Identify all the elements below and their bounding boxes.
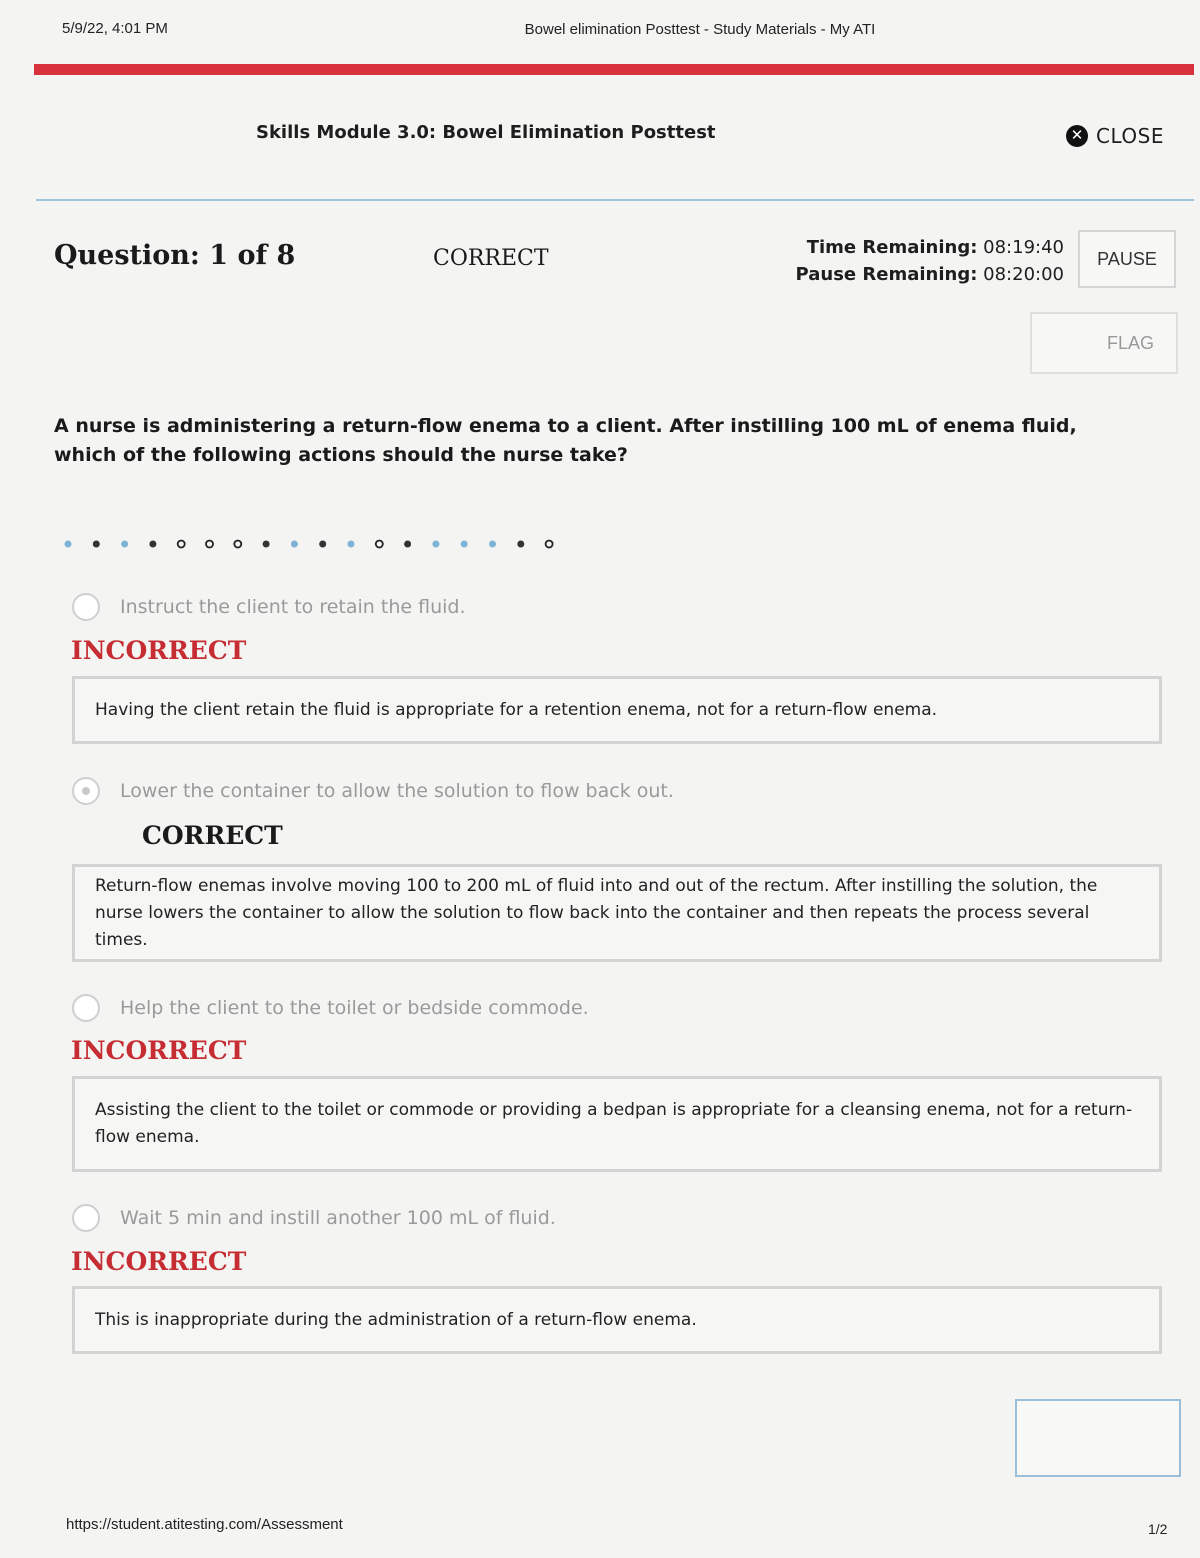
answer-option-3[interactable] bbox=[72, 994, 589, 1022]
explanation-text: Return-flow enemas involve moving 100 to 200 mL of fluid into and out of the rectum. After instilling the solution, the nurse lowers the container to allow the solution to flow back into the container and then repeats the process several times. bbox=[95, 875, 1098, 950]
verdict-incorrect: INCORRECT bbox=[71, 636, 247, 665]
option-text: Lower the container to allow the solution to flow back out. bbox=[120, 780, 674, 802]
progress-dot-dark bbox=[517, 541, 524, 548]
next-button[interactable] bbox=[1015, 1399, 1181, 1477]
explanation-box bbox=[72, 864, 1162, 962]
progress-dot-dark bbox=[319, 541, 326, 548]
pause-remaining-value: 08:20:00 bbox=[983, 264, 1064, 285]
time-remaining-label: Time Remaining: bbox=[806, 237, 978, 258]
close-icon: ✕ bbox=[1066, 125, 1088, 147]
progress-dot-light bbox=[489, 541, 496, 548]
progress-dot-ring bbox=[376, 541, 383, 548]
explanation-box bbox=[72, 1286, 1162, 1354]
flag-button[interactable]: FLAG bbox=[1030, 312, 1178, 374]
radio-option-1[interactable] bbox=[72, 593, 100, 621]
close-button[interactable] bbox=[1066, 124, 1164, 148]
print-page-number: 1/2 bbox=[1148, 1521, 1168, 1537]
print-page-title: Bowel elimination Posttest - Study Materials - My ATI bbox=[524, 21, 876, 38]
brand-bar bbox=[34, 64, 1194, 75]
option-text: Help the client to the toilet or bedside commode. bbox=[120, 997, 589, 1019]
question-stem: A nurse is administering a return-flow enema to a client. After instilling 100 mL of enema fluid, which of the following actions should the nurse take? bbox=[54, 415, 1077, 466]
progress-dot-dark bbox=[149, 541, 156, 548]
print-datetime: 5/9/22, 4:01 PM bbox=[62, 20, 168, 37]
progress-dot-ring bbox=[178, 541, 185, 548]
print-footer-url: https://student.atitesting.com/Assessment bbox=[66, 1516, 343, 1533]
time-remaining-value: 08:19:40 bbox=[983, 237, 1064, 258]
progress-dot-ring bbox=[206, 541, 213, 548]
progress-dot-dark bbox=[263, 541, 270, 548]
answer-option-2[interactable] bbox=[72, 777, 674, 805]
pause-remaining bbox=[796, 261, 1064, 288]
pause-remaining-label: Pause Remaining: bbox=[795, 264, 978, 285]
progress-dot-light bbox=[121, 541, 128, 548]
answer-option-1[interactable] bbox=[72, 593, 466, 621]
explanation-text: Assisting the client to the toilet or commode or providing a bedpan is appropriate for a cleansing enema, not for a return-flow enema. bbox=[95, 1100, 1133, 1147]
time-remaining bbox=[796, 234, 1064, 261]
progress-dot-light bbox=[461, 541, 468, 548]
progress-dot-dark bbox=[404, 541, 411, 548]
progress-dot-light bbox=[348, 541, 355, 548]
progress-dot-light bbox=[65, 541, 72, 548]
option-text: Instruct the client to retain the fluid. bbox=[120, 596, 466, 618]
header-divider bbox=[36, 199, 1194, 201]
module-title: Skills Module 3.0: Bowel Elimination Posttest bbox=[256, 122, 716, 143]
option-text: Wait 5 min and instill another 100 mL of fluid. bbox=[120, 1207, 556, 1229]
progress-dots bbox=[62, 536, 582, 554]
explanation-text: This is inappropriate during the administration of a return-flow enema. bbox=[95, 1309, 697, 1330]
explanation-box bbox=[72, 676, 1162, 744]
verdict-incorrect: INCORRECT bbox=[71, 1247, 247, 1276]
explanation-text: Having the client retain the fluid is appropriate for a retention enema, not for a return-flow enema. bbox=[95, 699, 938, 720]
radio-option-4[interactable] bbox=[72, 1204, 100, 1232]
answer-option-4[interactable] bbox=[72, 1204, 556, 1232]
question-counter: Question: 1 of 8 bbox=[54, 240, 296, 271]
radio-option-3[interactable] bbox=[72, 994, 100, 1022]
progress-dot-ring bbox=[546, 541, 553, 548]
result-status: CORRECT bbox=[433, 246, 549, 271]
progress-dot-ring bbox=[234, 541, 241, 548]
pause-button[interactable]: PAUSE bbox=[1078, 230, 1176, 288]
progress-dot-dark bbox=[93, 541, 100, 548]
verdict-correct: CORRECT bbox=[142, 821, 283, 850]
timer-panel bbox=[796, 234, 1064, 288]
radio-option-2-selected[interactable] bbox=[72, 777, 100, 805]
verdict-incorrect: INCORRECT bbox=[71, 1036, 247, 1065]
progress-dot-light bbox=[291, 541, 298, 548]
progress-dot-light bbox=[432, 541, 439, 548]
close-label: CLOSE bbox=[1096, 124, 1164, 148]
explanation-box bbox=[72, 1076, 1162, 1172]
